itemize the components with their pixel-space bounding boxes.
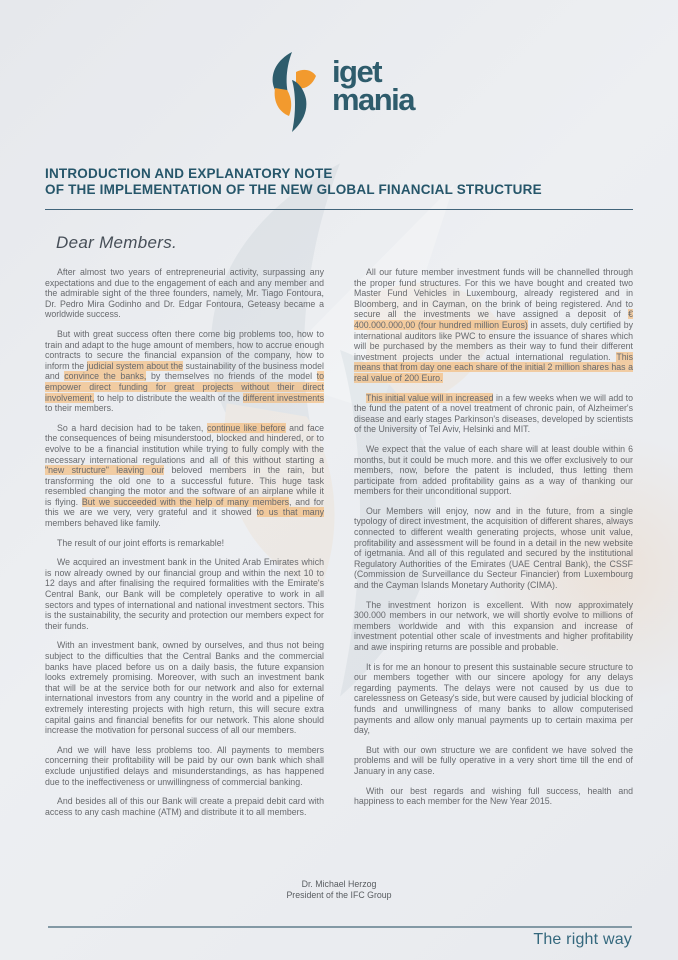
letter-paragraph [45, 640, 324, 735]
brand-logo [0, 50, 678, 134]
letter-paragraph [45, 796, 324, 817]
title-divider [45, 209, 633, 210]
paragraph-text: With an investment bank, owned by ourselves, and thus not being subject to the difficulties that the Central Banks and the commercial banks have placed before us on a daily basis, the future expansion looks extremely promising. Moreover, with such an investment bank that will be at the service both for our network and also for external international investors from any country in the world and a pipeline of extremely interesting projects with high return, this will secure extra capital gains and financial benefits for our network. This alone should increase the motivation for personal success of all our members. [45, 640, 324, 736]
letter-paragraph [354, 267, 633, 384]
paragraph-text: and face the consequences of being misunderstood, blocked and hindered, or to evolve to be a financial institution while trying to fully comply with the necessary international regulations and all of this without starting a [45, 422, 324, 465]
letter-paragraph [45, 267, 324, 320]
paragraph-text: And besides all of this our Bank will create a prepaid debit card with access to any cash machine (ATM) and distribute it to all members. [45, 796, 324, 817]
paragraph-text: All our future member investment funds will be channelled through the proper fund structures. For this we have bought and created two Master Fund Vehicles in Luxembourg, already registered and in Bloomberg, and in Cayman, on the brink of being registered. And to secure all the investments we have assigned a deposit of [354, 267, 633, 320]
letter-paragraph [354, 506, 633, 591]
highlighted-text: different investments [242, 392, 324, 403]
document-title-line2: OF THE IMPLEMENTATION OF THE NEW GLOBAL FINANCIAL STRUCTURE [45, 182, 542, 197]
letter-body [45, 267, 633, 826]
signature-title: President of the IFC Group [286, 889, 392, 900]
paragraph-text: Our Members will enjoy, now and in the future, from a single typology of direct investment, the acquisition of different shares, always connected to different wealth generating projects, whose unit value, profitability and assessment will be found in a detail in the new website of igetmania. And all of this regulated and secured by the institutional Regulatory Authorities of the Emirates (UAE Central Bank), the CSSF (Commission de Surveillance du Secteur Financier) from Luxembourg and the Cayman Islands Monetary Authority (CIMA). [354, 505, 633, 591]
highlighted-text: € 400.000.000,00 (four hundred million Euros) [354, 309, 633, 330]
brand-name-line2: mania [331, 82, 415, 117]
letter-paragraph [45, 423, 324, 529]
paragraph-text: in a few weeks when we will add to the fund the patent of a novel treatment of chronic pain, of Alzheimer's disease and early stages Parkinson's diseases, developed by scientists of the University of Tel Aviv, Helsinki and MIT. [354, 392, 633, 435]
highlighted-text: This means that from day one each share of the initial 2 million shares has a real value of 200 Euro. [354, 351, 633, 383]
left-column [45, 267, 324, 826]
highlighted-text: "new structure" leaving our [45, 465, 165, 476]
footer-tagline: The right way [533, 931, 632, 948]
paragraph-text: members behaved like family. [45, 518, 161, 529]
document-title [45, 166, 633, 198]
highlighted-text: convince the banks, [64, 371, 147, 382]
signature-block [0, 879, 678, 900]
letter-paragraph [45, 538, 324, 549]
highlighted-text: continue like before [206, 422, 286, 433]
paragraph-text: to help to distribute the wealth of the [94, 392, 243, 403]
brand-logo-icon [264, 50, 320, 134]
paragraph-text: With our best regards and wishing full success, health and happiness to each member for the New Year 2015. [354, 785, 633, 807]
greeting: Dear Members. [56, 233, 178, 252]
paragraph-text: After almost two years of entrepreneurial activity, surpassing any expectations and due to the engagement of each and any member and the admirable sight of the three founders, namely, Mr. Tiago Fontoura, Dr. Pedro Mira Godinho and Dr. Edgar Fontoura, Geteasy became a worldwide success. [45, 267, 324, 320]
paragraph-text: So a hard decision had to be taken, [57, 422, 207, 433]
right-column [354, 267, 633, 826]
paragraph-text: It is for me an honour to present this sustainable secure structure to our members together with our sincere apology for any delays regarding payments. The delays were not caused by us due to carelessness on Geteasy's side, but were caused by judicial blocking of funds and unwillingness of many banks to allow computerised payments and allow only manual payments up to certain maxima per day, [354, 661, 633, 736]
letter-paragraph [354, 600, 633, 653]
paragraph-text: But with our own structure we are confident we have solved the problems and will be fully operative in a very short time till the end of January in any case. [354, 744, 633, 776]
letter-paragraph [354, 393, 633, 435]
brand-name [331, 54, 415, 117]
brand-name-line1: iget [331, 54, 382, 89]
document-title-line1: INTRODUCTION AND EXPLANATORY NOTE [45, 166, 333, 181]
letter-paragraph [354, 662, 633, 736]
paragraph-text: in assets, duly certified by international auditors like PWC to ensure the issuance of shares which will be purchased by the members as their way to fund their different investment projects under the actual international regulation. [354, 319, 633, 362]
letter-paragraph [45, 329, 324, 414]
paragraph-text: But with great success often there come big problems too, how to train and adapt to the huge amount of members, how to accrue enough contracts to secure the financial expansion of the company, how to inform the [45, 328, 324, 371]
highlighted-text: But we succeeded with the help of many members [81, 496, 290, 507]
paragraph-text: sustainability of the business model and [45, 360, 325, 382]
letter-paragraph [45, 557, 324, 631]
highlighted-text: to us that many [256, 507, 324, 518]
paragraph-text: , and for this we are we very, very grateful and it showed [45, 496, 324, 518]
letter-paragraph [354, 786, 633, 807]
letter-paragraph [354, 444, 633, 497]
document-title-block [45, 166, 633, 210]
paragraph-text: We acquired an investment bank in the United Arab Emirates which is now already owned by our financial group and within the next 10 to 12 days and after finalising the required formalities with the Emirate's Central Bank, our Bank will be completely operative to work in all sectors and types of international and national investment sectors. This is the sustainability, the security and protection our members expect for their funds. [45, 557, 324, 631]
footer-divider [48, 926, 632, 928]
letter-paragraph [354, 745, 633, 777]
paragraph-text: The investment horizon is excellent. With now approximately 300.000 members in our network, we will shortly evolve to millions of members worldwide and with this expansion and increase of investment potential other scale of investments and higher profitability and awe inspiring returns are possible and probable. [354, 599, 633, 652]
paragraph-text: And we will have less problems too. All payments to members concerning their profitability will be paid by our own bank which shall exclude unjustified delays and misunderstandings, as has happened due to the ineffectiveness or unwillingness of commercial banking. [45, 744, 324, 787]
paragraph-text: by themselves no friends of the model [146, 371, 317, 382]
highlighted-text: judicial system about the [86, 360, 184, 371]
letter-paragraph [45, 745, 324, 787]
highlighted-text: to empower direct funding for great projects without their direct involvement, [45, 371, 324, 403]
paragraph-text: The result of our joint efforts is remarkable! [57, 537, 225, 548]
paragraph-text: beloved members in the rain, but transforming the old one to a successful future. This huge task resembled changing the motor and the software of an airplane while it is flying. [45, 465, 325, 507]
signature-name: Dr. Michael Herzog [301, 879, 377, 889]
paragraph-text: We expect that the value of each share will at least double within 6 months, but it could be much more. and this we offer exclusively to our members, now, before the patent is included, thus letting them participate from added profitability gains as a way of thanking our members for their unconditional support. [354, 443, 633, 497]
paragraph-text: to their members. [45, 403, 114, 414]
highlighted-text: This initial value will in increased [366, 392, 494, 403]
